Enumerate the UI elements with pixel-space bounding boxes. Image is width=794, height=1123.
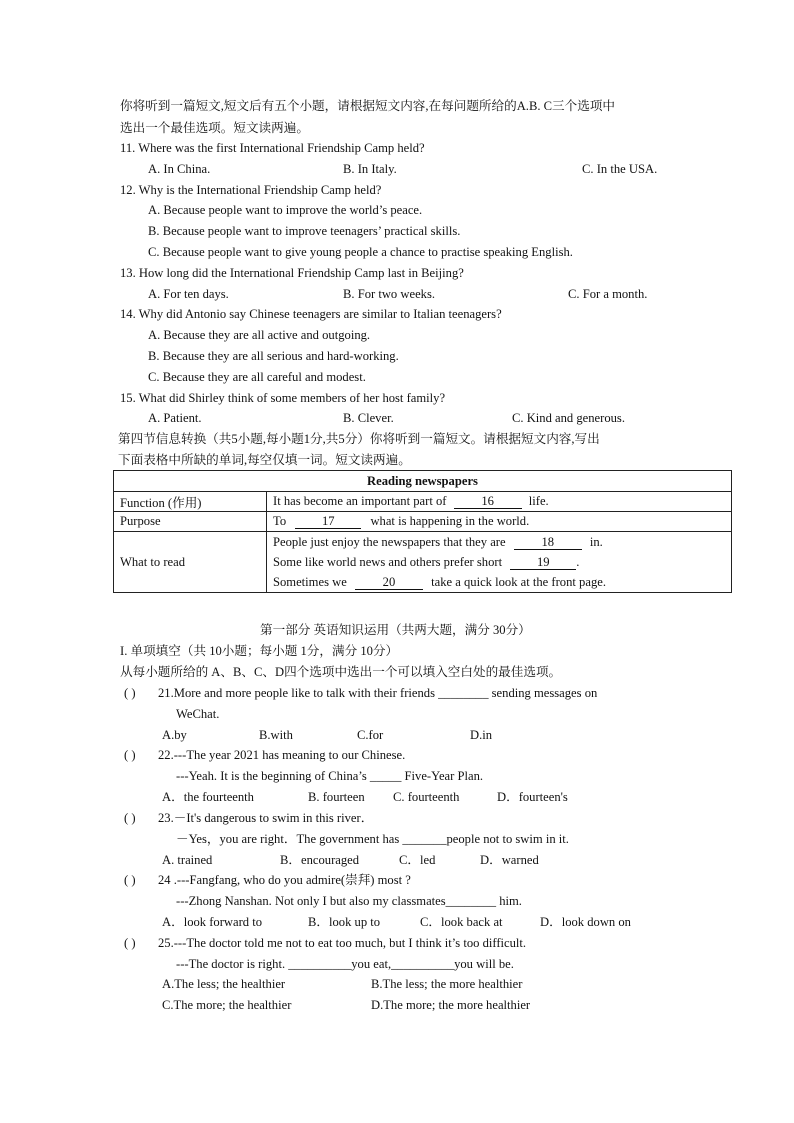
q21-option-c: C.for: [357, 728, 384, 742]
mc-question-25: [124, 935, 526, 951]
question-15-option-a: A. Patient.: [148, 411, 202, 425]
question-12-option-b: B. Because people want to improve teenagers’ practical skills.: [148, 224, 461, 238]
question-15-option-c: C. Kind and generous.: [512, 411, 625, 425]
blank-20[interactable]: 20: [355, 576, 423, 590]
question-15: 15. What did Shirley think of some members of her host family?: [120, 391, 446, 405]
q21-option-d: D.in: [470, 728, 493, 742]
q21-option-b: B.with: [259, 728, 293, 742]
q23-option-d: D．warned: [480, 853, 539, 867]
question-12-option-c: C. Because people want to give young people a chance to practise speaking English.: [148, 245, 573, 259]
row-label-what-to-read: What to read: [114, 532, 267, 593]
q24-option-c: C．look back at: [420, 915, 503, 929]
listening-instruction-line-1: 你将听到一篇短文,短文后有五个小题，请根据短文内容,在每问题所给的A.B. C三个选项中: [120, 99, 616, 113]
mc-question-24: [124, 872, 411, 888]
question-12: 12. Why is the International Friendship Camp held?: [120, 183, 382, 197]
answer-bracket[interactable]: ( ): [124, 936, 136, 950]
question-13-option-a: A. For ten days.: [148, 287, 229, 301]
mc-question-22-continuation: ---Yeah. It is the beginning of China’s _____ Five-Year Plan.: [176, 769, 484, 783]
line-text: .: [576, 555, 580, 569]
line-text: life.: [528, 494, 549, 508]
line-text: in.: [589, 535, 603, 549]
answer-bracket[interactable]: ( ): [124, 686, 136, 700]
blank-18[interactable]: 18: [514, 536, 582, 550]
q24-option-a: A．look forward to: [162, 915, 263, 929]
q23-option-b: B．encouraged: [280, 853, 360, 867]
row-content-what-to-read: [267, 532, 732, 593]
mc-question-22: [124, 747, 405, 763]
listening-instruction-line-2: 选出一个最佳选项。短文读两遍。: [120, 121, 309, 135]
mc-question-21-continuation: WeChat.: [176, 707, 220, 721]
section4-instruction-line-2: 下面表格中所缺的单词,每空仅填一词。短文读两遍。: [118, 453, 411, 467]
line-text: Sometimes we: [273, 575, 347, 589]
q25-option-d: D.The more; the more healthier: [371, 998, 531, 1012]
table-title: Reading newspapers: [114, 471, 732, 492]
question-13: 13. How long did the International Friendship Camp last in Beijing?: [120, 266, 464, 280]
question-text: 23.－It's dangerous to swim in this river．: [158, 811, 374, 825]
mc-question-23-continuation: －Yes，you are right．The government has _______people not to swim in it.: [176, 832, 569, 846]
section-i-instruction: 从每小题所给的 A、B、C、D四个选项中选出一个可以填入空白处的最佳选项。: [120, 665, 562, 679]
q25-option-b: B.The less; the more healthier: [371, 977, 523, 991]
mc-question-23: [124, 810, 373, 826]
table-row: [114, 492, 732, 512]
blank-19[interactable]: 19: [510, 556, 576, 570]
question-11-option-a: A. In China.: [148, 162, 211, 176]
question-11-option-c: C. In the USA.: [582, 162, 658, 176]
q22-option-d: D．fourteen's: [497, 790, 568, 804]
q22-option-b: B. fourteen: [308, 790, 365, 804]
question-13-option-c: C. For a month.: [568, 287, 648, 301]
q22-option-a: A．the fourteenth: [162, 790, 254, 804]
row-label-function: Function (作用): [114, 492, 267, 512]
section4-instruction-line-1: 第四节信息转换（共5小题,每小题1分,共5分）你将听到一篇短文。请根据短文内容,写出: [118, 432, 600, 446]
question-14-option-a: A. Because they are all active and outgoing.: [148, 328, 371, 342]
row-content-purpose: [267, 512, 732, 532]
blank-17[interactable]: 17: [295, 515, 361, 529]
table-row: [114, 532, 732, 593]
q25-option-a: A.The less; the healthier: [162, 977, 286, 991]
mc-question-25-continuation: ---The doctor is right. __________you eat,__________you will be.: [176, 957, 514, 971]
q24-option-b: B．look up to: [308, 915, 381, 929]
q23-option-a: A. trained: [162, 853, 213, 867]
line-text: To: [273, 514, 287, 528]
question-text: 24 .---Fangfang, who do you admire(崇拜) most ?: [158, 873, 411, 887]
line-text: People just enjoy the newspapers that they are: [273, 535, 506, 549]
q23-option-c: C．led: [399, 853, 436, 867]
q22-option-c: C. fourteenth: [393, 790, 460, 804]
question-15-option-b: B. Clever.: [343, 411, 394, 425]
question-text: 22.---The year 2021 has meaning to our Chinese.: [158, 748, 406, 762]
question-text: 25.---The doctor told me not to eat too much, but I think it’s too difficult.: [158, 936, 527, 950]
blank-16[interactable]: 16: [454, 495, 522, 509]
question-11: 11. Where was the first International Friendship Camp held?: [120, 141, 425, 155]
answer-bracket[interactable]: ( ): [124, 811, 136, 825]
row-label-purpose: Purpose: [114, 512, 267, 532]
mc-question-24-continuation: ---Zhong Nanshan. Not only I but also my classmates________ him.: [176, 894, 522, 908]
answer-bracket[interactable]: ( ): [124, 748, 136, 762]
line-text: It has become an important part of: [273, 494, 447, 508]
q21-option-a: A.by: [162, 728, 187, 742]
question-14-option-c: C. Because they are all careful and modest.: [148, 370, 366, 384]
info-transfer-table: [113, 470, 732, 593]
question-text: 21.More and more people like to talk with their friends ________ sending messages on: [158, 686, 598, 700]
answer-bracket[interactable]: ( ): [124, 873, 136, 887]
question-14: 14. Why did Antonio say Chinese teenagers are similar to Italian teenagers?: [120, 307, 502, 321]
question-14-option-b: B. Because they are all serious and hard-working.: [148, 349, 399, 363]
table-row: [114, 512, 732, 532]
mc-question-21: [124, 685, 597, 701]
q24-option-d: D．look down on: [540, 915, 631, 929]
part-title: 第一部分 英语知识运用（共两大题，满分 30分）: [260, 623, 531, 637]
question-11-option-b: B. In Italy.: [343, 162, 397, 176]
question-13-option-b: B. For two weeks.: [343, 287, 435, 301]
line-text: take a quick look at the front page.: [431, 575, 606, 589]
row-content-function: [267, 492, 732, 512]
question-12-option-a: A. Because people want to improve the world’s peace.: [148, 203, 423, 217]
line-text: what is happening in the world.: [370, 514, 530, 528]
q25-option-c: C.The more; the healthier: [162, 998, 292, 1012]
line-text: Some like world news and others prefer short: [273, 555, 503, 569]
section-i-title: I. 单项填空（共 10小题；每小题 1分，满分 10分）: [120, 644, 399, 658]
